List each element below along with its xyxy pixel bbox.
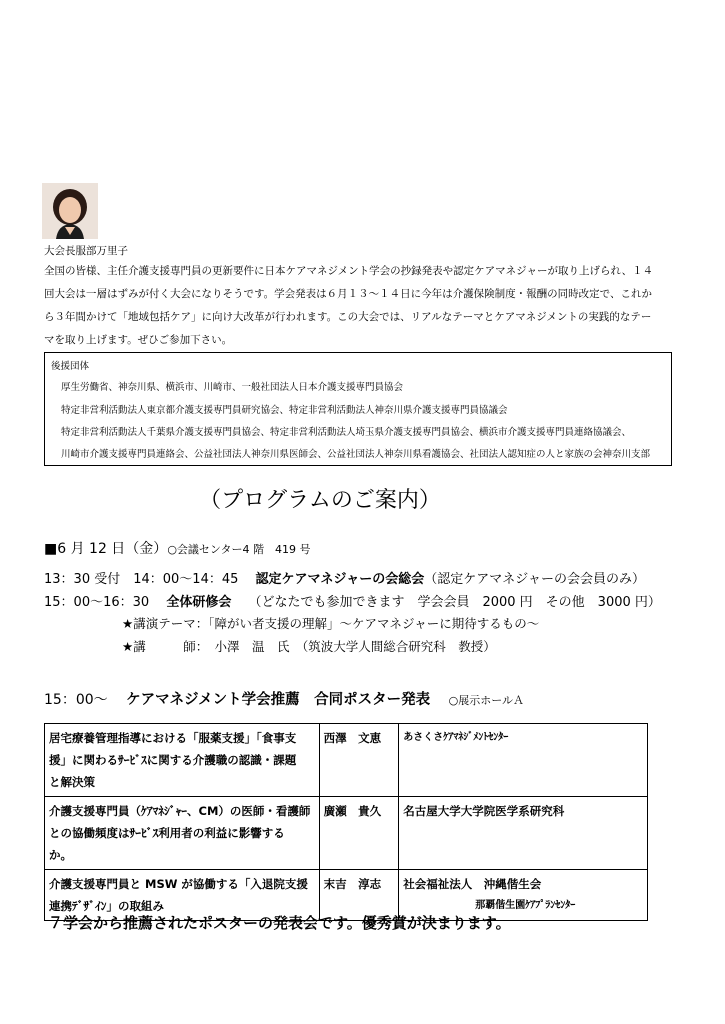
poster-title-line: 援」に関わるｻｰﾋﾞｽに関する介護職の認識・課題 (49, 753, 297, 767)
support-title: 後援団体 (51, 361, 90, 372)
schedule-title: 認定ケアマネジャーの会総会 (255, 572, 425, 587)
lecture-speaker: ★講 師： 小澤 温 氏 （筑波大学人間総合研究科 教授） (122, 639, 496, 654)
poster-presenter-cell: 西澤 文恵 (319, 724, 399, 797)
poster-table (44, 723, 648, 921)
program-heading: （プログラムのご案内） (199, 488, 441, 513)
program-date: ■6 月 12 日（金） (44, 541, 168, 557)
poster-title-line: 介護支援専門員（ｹｱﾏﾈｼﾞｬｰ、CM）の医師・看護師 (49, 804, 311, 818)
portrait-image (42, 183, 98, 239)
poster-title-line: と解決策 (49, 775, 95, 789)
poster-title-line: 連携ﾃﾞｻﾞｲﾝ」の取組み (49, 899, 164, 913)
poster-org-cell (399, 797, 648, 870)
closing-statement: ７学会から推薦されたポスターの発表会です。優秀賞が決まります。 (48, 914, 511, 932)
schedule-row-1 (44, 571, 645, 589)
schedule-note: （どなたでも参加できます 学会会員 2000 円 その他 3000 円） (248, 595, 661, 610)
intro-line: ら３年間かけて「地域包括ケア」に向け大改革が行われます。この大会では、リアルなテーマとケアマネジメントの実践的なテー (44, 311, 652, 323)
schedule-row-2 (44, 594, 661, 612)
poster-title-line: 介護支援専門員と MSW が協働する「入退院支援 (49, 877, 308, 891)
poster-title: ケアマネジメント学会推薦 合同ポスター発表 (126, 692, 431, 708)
poster-venue: ○展示ホールＡ (448, 694, 525, 707)
intro-paragraph (44, 264, 653, 347)
intro-line: 全国の皆様、主任介護支援専門員の更新要件に日本ケアマネジメント学会の抄録発表や認定ケアマネジャーが取り上げられ、１４ (44, 265, 654, 277)
schedule-time: 15：00～16：30 (44, 595, 150, 610)
support-line: 特定非営利活動法人東京都介護支援専門員研究協会、特定非営利活動法人神奈川県介護支援専門員協議会 (61, 405, 508, 416)
schedule-note: （認定ケアマネジャーの会会員のみ） (424, 572, 646, 587)
lecture-theme: ★講演テーマ：「障がい者支援の理解」～ケアマネジャーに期待するもの～ (122, 616, 540, 631)
intro-line: 回大会は一層はずみが付く大会になりそうです。学会発表は６月１３～１４日に今年は介護保険制度・報酬の同時改定で、これか (44, 288, 652, 300)
poster-title-line: か。 (49, 848, 72, 862)
poster-org: 社会福祉法人 沖縄偕生会 (403, 877, 542, 891)
poster-org-sub: 那覇偕生園ｹｱﾌﾟﾗﾝｾﾝﾀｰ (475, 900, 576, 911)
speaker-caption: 大会長服部万里子 (44, 245, 128, 257)
poster-title-cell (45, 724, 320, 797)
support-line: 川崎市介護支援専門員連絡会、公益社団法人神奈川県医師会、公益社団法人神奈川県看護協会、社団法人認知症の人と家族の会神奈川支部 (61, 449, 651, 460)
table-row (45, 797, 648, 870)
table-row (45, 724, 648, 797)
program-date-line (44, 540, 310, 559)
poster-presenter-cell: 廣瀬 貴久 (319, 797, 399, 870)
schedule-time: 13：30 受付 14：00～14：45 (44, 572, 239, 587)
program-venue: ○会議センター4 階 419 号 (167, 543, 311, 556)
poster-presenter-cell: 末吉 淳志 (319, 870, 399, 921)
poster-title-line: 居宅療養管理指導における「服薬支援」「食事支 (49, 731, 297, 745)
support-line: 厚生労働省、神奈川県、横浜市、川崎市、一般社団法人日本介護支援専門員協会 (61, 382, 404, 393)
poster-session-header (44, 691, 524, 710)
poster-time: 15：00～ (44, 692, 108, 708)
intro-line: マを取り上げます。ぜひご参加下さい。 (44, 334, 233, 346)
support-box (44, 352, 672, 466)
support-line: 特定非営利活動法人千葉県介護支援専門員協会、特定非営利活動法人埼玉県介護支援専門員協会、横浜市介護支援専門員連絡協議会、 (61, 427, 632, 438)
poster-org: あさくさｹｱﾏﾈｼﾞﾒﾝﾄｾﾝﾀｰ (403, 732, 509, 743)
poster-title-cell (45, 797, 320, 870)
schedule-title: 全体研修会 (166, 595, 232, 610)
poster-org: 名古屋大学大学院医学系研究科 (403, 804, 565, 818)
poster-org-cell (399, 724, 648, 797)
poster-title-line: との協働頻度はｻｰﾋﾞｽ利用者の利益に影響する (49, 826, 285, 840)
speaker-photo (42, 183, 98, 239)
